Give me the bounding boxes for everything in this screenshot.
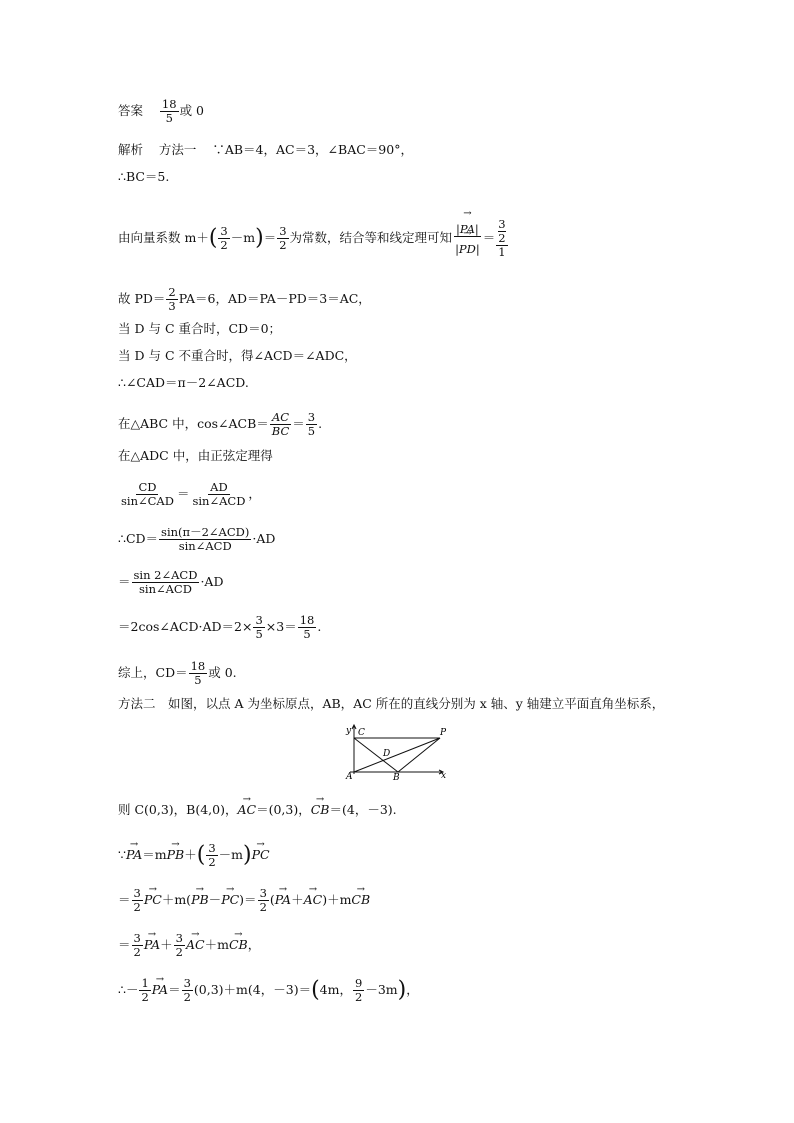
vector-pa-line-4: ∴－ $\frac{1}{2}$ → PA＝ $\frac{3}{2}$ (0,3)＋m(4，－3)＝(4m， $\frac{9}{2}$ －3m)， (118, 977, 419, 1004)
cad-line: ∴∠CAD＝π－2∠ACD. (118, 375, 249, 390)
method-one-label: 方法一 (158, 142, 197, 157)
analysis-label: 解析 (118, 142, 144, 157)
line-ap (354, 738, 440, 772)
point-a-label: A (346, 772, 353, 782)
point-d-label: D (383, 749, 391, 759)
cd-step-2: ＝ $\frac{\text{sin 2∠ACD}}{\text{sin∠ACD}}$ ·AD (118, 568, 224, 596)
answer-line (118, 98, 204, 125)
vector-pa-line-1: ∵→ PA＝m→ PB＋( $\frac{3}{2}$ －m)→ PC (118, 842, 270, 869)
case-two-line: 当 D 与 C 不重合时，得∠ACD＝∠ADC， (118, 348, 357, 363)
point-c-label: C (358, 728, 365, 738)
coordinate-figure (342, 722, 452, 782)
cos-line: 在△ABC 中，cos∠ACB＝ $\frac{AC}{BC}$ ＝ $\frac{3}{5}$ . (118, 410, 323, 438)
answer-suffix: 或 0 (179, 103, 204, 118)
sine-intro-line: 在△ADC 中，由正弦定理得 (118, 448, 273, 463)
x-axis-label: x (441, 771, 447, 781)
method-two-line: 方法二 如图，以点 A 为坐标原点，AB，AC 所在的直线分别为 x 轴、y 轴建立平面直角坐标系， (118, 696, 665, 711)
pa-pd-ratio: → |PA| → |PD| (453, 217, 482, 256)
y-axis-label: y (346, 726, 352, 736)
vector-pa-line-3: ＝ $\frac{3}{2}$ → PA＋ $\frac{3}{2}$ → AC＋m→ CB， (118, 932, 260, 959)
sine-law-equation: $\frac{CD}{\text{sin∠CAD}}$ ＝ $\frac{AD}{\text{sin∠ACD}}$ ， (121, 480, 261, 508)
point-b-label: B (393, 773, 400, 782)
coordinates-line: 则 C(0,3)，B(4,0)，→ AC＝(0,3)，→ CB＝(4，－3). (118, 802, 397, 818)
line-cb (354, 738, 398, 772)
complex-fraction: 3 2 1 (498, 217, 506, 259)
line-bp (398, 738, 440, 772)
answer-fraction: $\frac{18}{5}$ (161, 97, 177, 125)
answer-label: 答案 (118, 103, 144, 118)
pd-line: 故 PD＝ $\frac{2}{3}$ PA＝6，AD＝PA－PD＝3＝AC， (118, 285, 371, 313)
cd-step-1: ∴CD＝ $\frac{\text{sin(π－2∠ACD)}}{\text{sin∠ACD}}$ ·AD (118, 525, 276, 553)
summary-line: 综上，CD＝ $\frac{18}{5}$ 或 0. (118, 659, 237, 687)
analysis-line (118, 142, 413, 158)
case-one-line: 当 D 与 C 重合时，CD＝0； (118, 321, 282, 336)
point-p-label: P (440, 728, 447, 738)
given-text: ∵AB＝4，AC＝3，∠BAC＝90°， (212, 142, 413, 157)
vector-pa-line-2: ＝ $\frac{3}{2}$ → PC＋m(→ PB－→ PC)＝ $\frac{3}{2}$ (→ PA＋→ AC)＋m→ CB (118, 887, 370, 914)
cd-step-3: ＝2cos∠ACD·AD＝2× $\frac{3}{5}$ ×3＝ $\frac{18}{5}$ . (118, 613, 322, 641)
bc-line: ∴BC＝5. (118, 169, 170, 184)
vector-coefficient-line: 由向量系数 m＋( $\frac{3}{2}$ －m)＝ $\frac{3}{2}$ 为常数，结合等和线定理可知 → |PA| → |PD| ＝ 3 2 1 (118, 218, 509, 259)
